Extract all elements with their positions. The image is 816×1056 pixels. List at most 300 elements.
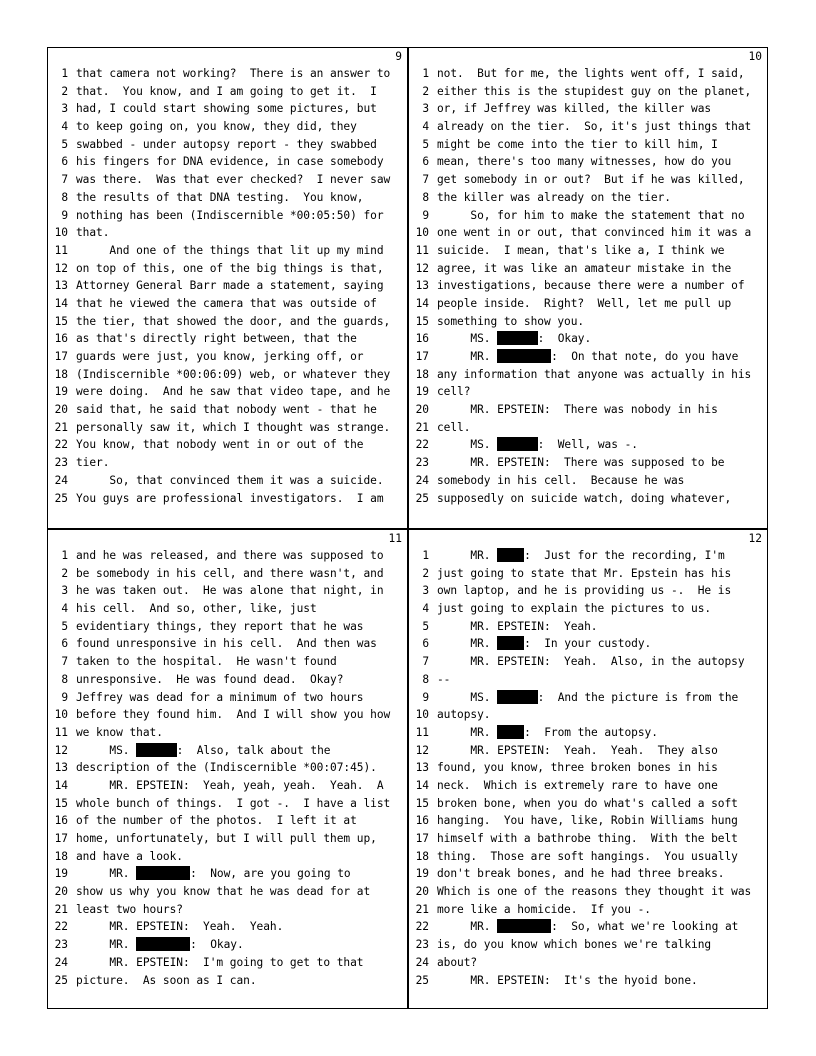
- line-text: [437, 189, 671, 207]
- transcript-line: [48, 330, 407, 348]
- line-text: [76, 260, 384, 278]
- page-lines: [409, 65, 767, 507]
- line-number: 21: [415, 902, 429, 916]
- transcript-line: [409, 118, 767, 136]
- line-number: 23: [54, 938, 68, 952]
- line-text: [76, 848, 183, 866]
- text-segment: said that, he said that nobody went - that he: [76, 403, 377, 417]
- transcript-line: [48, 171, 407, 189]
- transcript-line: [409, 689, 767, 707]
- line-text: [437, 689, 738, 707]
- line-number: 12: [54, 743, 68, 757]
- transcript-line: [48, 224, 407, 242]
- transcript-line: [409, 348, 767, 366]
- transcript-line: [409, 883, 767, 901]
- line-number: 14: [415, 778, 429, 792]
- transcript-line: [48, 724, 407, 742]
- line-text: [437, 454, 724, 472]
- redaction-bar: [497, 690, 538, 704]
- transcript-line: [48, 313, 407, 331]
- line-text: [76, 936, 244, 954]
- line-number: 17: [415, 350, 429, 363]
- line-number: 7: [61, 655, 68, 669]
- line-text: [437, 706, 490, 724]
- transcript-line: [48, 153, 407, 171]
- transcript-line: [409, 936, 767, 954]
- line-text: [76, 918, 283, 936]
- transcript-line: [409, 83, 767, 101]
- line-text: [437, 759, 718, 777]
- line-number: 11: [54, 243, 68, 257]
- transcript-line: [48, 419, 407, 437]
- line-text: [437, 618, 597, 636]
- transcript-line: [409, 759, 767, 777]
- text-segment: he was taken out. He was alone that night, in: [76, 584, 384, 598]
- line-number: 13: [54, 761, 68, 775]
- line-number: 11: [415, 725, 429, 739]
- page-lines: [48, 547, 407, 989]
- text-segment: home, unfortunately, but I will pull them up,: [76, 832, 377, 845]
- transcript-line: [48, 954, 407, 972]
- redaction-bar: [497, 548, 524, 562]
- line-number: 3: [422, 584, 429, 598]
- transcript-line: [409, 366, 767, 384]
- transcript-line: [409, 901, 767, 919]
- text-segment: MR. EPSTEIN: Yeah. Yeah. They also: [437, 743, 718, 757]
- line-number: 14: [54, 778, 68, 792]
- text-segment: Attorney General Barr made a statement, saying: [76, 279, 384, 293]
- line-text: [76, 401, 377, 419]
- transcript-line: [409, 954, 767, 972]
- transcript-line: [409, 153, 767, 171]
- text-segment: MS.: [437, 332, 498, 346]
- text-segment: we know that.: [76, 725, 163, 739]
- transcript-line: [48, 972, 407, 990]
- transcript-line: [409, 653, 767, 671]
- line-text: [437, 136, 718, 154]
- transcript-line: [409, 277, 767, 295]
- text-segment: more like a homicide. If you -.: [437, 902, 651, 916]
- line-number: 10: [415, 708, 429, 722]
- transcript-line: [48, 65, 407, 83]
- text-segment: MR. EPSTEIN: Yeah. Yeah.: [76, 920, 284, 934]
- line-number: 18: [54, 849, 68, 863]
- line-number: 17: [54, 832, 68, 845]
- line-text: [76, 883, 370, 901]
- line-text: [76, 865, 351, 883]
- text-segment: cell?: [437, 385, 471, 399]
- text-segment: that camera not working? There is an answer to: [76, 67, 391, 80]
- line-text: [437, 207, 745, 225]
- text-segment: : On that note, do you have: [551, 350, 739, 363]
- page-number: 12: [748, 532, 762, 545]
- line-number: 4: [61, 602, 68, 616]
- text-segment: MR.: [437, 920, 498, 934]
- text-segment: --: [437, 672, 451, 686]
- transcript-line: [48, 689, 407, 707]
- line-text: [76, 472, 384, 490]
- transcript-line: [409, 207, 767, 225]
- text-segment: MR. EPSTEIN: There was nobody in his: [437, 403, 718, 417]
- line-number: 1: [61, 67, 68, 80]
- line-text: [437, 795, 738, 813]
- line-number: 17: [415, 832, 429, 845]
- transcript-page-12: [409, 530, 767, 1008]
- line-text: [437, 65, 745, 83]
- line-text: [437, 865, 724, 883]
- line-text: [76, 689, 363, 707]
- text-segment: suicide. I mean, that's like a, I think we: [437, 243, 725, 257]
- line-text: [437, 724, 658, 742]
- line-text: [437, 954, 477, 972]
- transcript-line: [409, 724, 767, 742]
- text-segment: and he was released, and there was supposed to: [76, 549, 384, 562]
- text-segment: about?: [437, 955, 478, 969]
- line-number: 18: [415, 367, 429, 381]
- line-text: [437, 848, 738, 866]
- line-text: [76, 901, 183, 919]
- transcript-line: [48, 472, 407, 490]
- transcript-line: [409, 812, 767, 830]
- transcript-line: [409, 100, 767, 118]
- line-number: 11: [415, 243, 429, 257]
- line-number: 18: [415, 849, 429, 863]
- transcript-line: [48, 242, 407, 260]
- line-text: [437, 224, 751, 242]
- transcript-line: [409, 171, 767, 189]
- line-text: [76, 171, 390, 189]
- text-segment: MR. EPSTEIN: I'm going to get to that: [76, 955, 364, 969]
- text-segment: somebody in his cell. Because he was: [437, 473, 685, 487]
- text-segment: his fingers for DNA evidence, in case somebody: [76, 155, 384, 169]
- transcript-line: [409, 777, 767, 795]
- page-number: 11: [388, 532, 402, 545]
- text-segment: personally saw it, which I thought was strange.: [76, 420, 391, 434]
- transcript-line: [409, 848, 767, 866]
- line-text: [437, 635, 651, 653]
- text-segment: get somebody in or out? But if he was killed,: [437, 173, 745, 187]
- line-number: 6: [422, 155, 429, 169]
- line-number: 12: [415, 261, 429, 275]
- line-text: [437, 383, 470, 401]
- text-segment: You know, that nobody went in or out of the: [76, 438, 364, 452]
- line-number: 19: [415, 385, 429, 399]
- line-number: 10: [54, 226, 68, 240]
- redaction-bar: [497, 437, 538, 451]
- transcript-line: [409, 565, 767, 583]
- transcript-line: [48, 812, 407, 830]
- transcript-line: [48, 918, 407, 936]
- line-text: [437, 83, 751, 101]
- line-text: [76, 207, 384, 225]
- transcript-line: [48, 348, 407, 366]
- text-segment: to keep going on, you know, they did, they: [76, 120, 357, 134]
- line-number: 16: [415, 814, 429, 828]
- transcript-line: [409, 242, 767, 260]
- text-segment: picture. As soon as I can.: [76, 973, 257, 987]
- line-number: 6: [422, 637, 429, 651]
- transcript-line: [48, 936, 407, 954]
- transcript-line: [48, 565, 407, 583]
- text-segment: hanging. You have, like, Robin Williams hung: [437, 814, 738, 828]
- text-segment: And one of the things that lit up my mind: [76, 243, 384, 257]
- line-number: 8: [422, 190, 429, 204]
- transcript-page-9: [48, 48, 407, 528]
- transcript-line: [409, 830, 767, 848]
- transcript-line: [409, 436, 767, 454]
- line-number: 4: [422, 120, 429, 134]
- text-segment: : In your custody.: [524, 637, 652, 651]
- line-number: 8: [422, 672, 429, 686]
- line-number: 2: [422, 84, 429, 98]
- line-text: [76, 454, 109, 472]
- transcript-line: [409, 865, 767, 883]
- line-text: [76, 366, 390, 384]
- line-text: [437, 972, 698, 990]
- text-segment: people inside. Right? Well, let me pull up: [437, 296, 732, 310]
- transcript-page-11: [48, 530, 407, 1008]
- text-segment: own laptop, and he is providing us -. He is: [437, 584, 732, 598]
- line-text: [76, 65, 390, 83]
- line-number: 15: [415, 314, 429, 328]
- text-segment: swabbed - under autopsy report - they swabbed: [76, 137, 377, 151]
- text-segment: investigations, because there were a number of: [437, 279, 745, 293]
- line-number: 16: [54, 814, 68, 828]
- line-text: [76, 812, 357, 830]
- transcript-line: [48, 777, 407, 795]
- transcript-line: [48, 277, 407, 295]
- text-segment: MR. EPSTEIN: There was supposed to be: [437, 456, 725, 470]
- transcript-line: [409, 582, 767, 600]
- line-number: 7: [422, 173, 429, 187]
- text-segment: thing. Those are soft hangings. You usually: [437, 849, 738, 863]
- line-number: 3: [61, 584, 68, 598]
- transcript-line: [409, 618, 767, 636]
- page-number: 10: [748, 50, 762, 63]
- text-segment: MR.: [437, 350, 498, 363]
- line-text: [437, 582, 731, 600]
- line-text: [76, 653, 337, 671]
- line-number: 25: [54, 973, 68, 987]
- text-segment: that he viewed the camera that was outside of: [76, 296, 377, 310]
- transcript-line: [48, 582, 407, 600]
- transcript-line: [48, 759, 407, 777]
- transcript-line: [48, 671, 407, 689]
- transcript-line: [409, 189, 767, 207]
- text-segment: : Okay.: [190, 938, 244, 952]
- line-text: [76, 100, 377, 118]
- text-segment: : Okay.: [537, 332, 592, 346]
- line-number: 25: [415, 973, 429, 987]
- line-number: 22: [54, 438, 68, 452]
- line-text: [437, 936, 711, 954]
- line-text: [437, 777, 718, 795]
- line-number: 24: [54, 955, 68, 969]
- text-segment: broken bone, when you do what's called a soft: [437, 796, 738, 810]
- line-text: [437, 100, 711, 118]
- transcript-line: [48, 490, 407, 508]
- line-text: [437, 436, 638, 454]
- transcript-line: [48, 848, 407, 866]
- text-segment: show us why you know that he was dead for at: [76, 885, 371, 899]
- line-number: 19: [415, 867, 429, 881]
- text-segment: that. You know, and I am going to get it. I: [76, 84, 377, 98]
- line-text: [437, 547, 725, 565]
- redaction-bar: [497, 636, 524, 650]
- text-segment: found unresponsive in his cell. And then was: [76, 637, 377, 651]
- transcript-line: [409, 706, 767, 724]
- line-text: [76, 777, 384, 795]
- line-number: 2: [61, 566, 68, 580]
- line-number: 5: [61, 137, 68, 151]
- line-number: 16: [54, 332, 68, 346]
- text-segment: taken to the hospital. He wasn't found: [76, 655, 337, 669]
- text-segment: So, that convinced them it was a suicide.: [76, 473, 384, 487]
- text-segment: either this is the stupidest guy on the planet,: [437, 84, 752, 98]
- line-number: 21: [54, 420, 68, 434]
- redaction-bar: [136, 866, 190, 880]
- transcript-line: [48, 635, 407, 653]
- text-segment: nothing has been (Indiscernible *00:05:50) for: [76, 208, 384, 222]
- line-text: [437, 918, 738, 936]
- text-segment: MS.: [437, 438, 498, 452]
- text-segment: : From the autopsy.: [524, 725, 658, 739]
- transcript-line: [48, 865, 407, 883]
- line-number: 5: [422, 137, 429, 151]
- line-number: 6: [61, 155, 68, 169]
- text-segment: neck. Which is extremely rare to have one: [437, 778, 718, 792]
- transcript-line: [409, 472, 767, 490]
- line-number: 24: [415, 473, 429, 487]
- line-number: 14: [54, 296, 68, 310]
- text-segment: that.: [76, 226, 110, 240]
- text-segment: tier.: [76, 456, 110, 470]
- transcript-line: [409, 295, 767, 313]
- line-number: 10: [54, 708, 68, 722]
- transcript-line: [48, 401, 407, 419]
- line-number: 22: [54, 920, 68, 934]
- text-segment: mean, there's too many witnesses, how do you: [437, 155, 732, 169]
- text-segment: : Just for the recording, I'm: [524, 549, 725, 562]
- line-number: 13: [415, 761, 429, 775]
- transcript-line: [409, 401, 767, 419]
- line-number: 15: [415, 796, 429, 810]
- line-text: [76, 348, 363, 366]
- line-text: [437, 830, 738, 848]
- transcript-line: [48, 207, 407, 225]
- transcript-line: [409, 136, 767, 154]
- transcript-line: [48, 136, 407, 154]
- line-number: 7: [61, 173, 68, 187]
- transcript-line: [409, 330, 767, 348]
- page-lines: [48, 65, 407, 507]
- line-number: 23: [415, 456, 429, 470]
- line-text: [76, 954, 363, 972]
- transcript-line: [48, 100, 407, 118]
- line-number: 11: [54, 725, 68, 739]
- line-text: [76, 972, 257, 990]
- transcript-line: [409, 671, 767, 689]
- line-number: 13: [54, 279, 68, 293]
- line-number: 1: [422, 67, 429, 80]
- line-number: 18: [54, 367, 68, 381]
- transcript-line: [409, 795, 767, 813]
- transcript-line: [48, 618, 407, 636]
- text-segment: (Indiscernible *00:06:09) web, or whatever they: [76, 367, 391, 381]
- line-text: [76, 582, 384, 600]
- text-segment: whole bunch of things. I got -. I have a list: [76, 796, 391, 810]
- line-text: [76, 742, 330, 760]
- line-number: 20: [415, 885, 429, 899]
- line-text: [76, 224, 109, 242]
- line-text: [76, 490, 384, 508]
- text-segment: was there. Was that ever checked? I never saw: [76, 173, 391, 187]
- line-text: [76, 795, 390, 813]
- transcript-page-10: [409, 48, 767, 528]
- text-segment: MS.: [76, 743, 137, 757]
- text-segment: MR.: [437, 549, 498, 562]
- line-text: [76, 153, 384, 171]
- text-segment: MR.: [76, 867, 137, 881]
- line-number: 8: [61, 672, 68, 686]
- line-number: 4: [422, 602, 429, 616]
- line-number: 10: [415, 226, 429, 240]
- transcript-line: [48, 706, 407, 724]
- text-segment: evidentiary things, they report that he was: [76, 619, 364, 633]
- text-segment: : And the picture is from the: [537, 690, 739, 704]
- text-segment: is, do you know which bones we're talking: [437, 938, 712, 952]
- line-number: 15: [54, 314, 68, 328]
- line-text: [437, 260, 731, 278]
- transcript-line: [48, 795, 407, 813]
- text-segment: found, you know, three broken bones in his: [437, 761, 718, 775]
- line-text: [437, 812, 738, 830]
- text-segment: MR. EPSTEIN: It's the hyoid bone.: [437, 973, 698, 987]
- transcript-line: [409, 600, 767, 618]
- transcript-line: [48, 883, 407, 901]
- line-number: 3: [422, 102, 429, 116]
- line-text: [76, 313, 390, 331]
- line-number: 25: [54, 491, 68, 505]
- line-number: 2: [422, 566, 429, 580]
- line-text: [437, 171, 745, 189]
- line-text: [437, 295, 731, 313]
- text-segment: So, for him to make the statement that no: [437, 208, 745, 222]
- line-text: [437, 277, 745, 295]
- line-number: 13: [415, 279, 429, 293]
- line-number: 20: [54, 403, 68, 417]
- line-text: [437, 883, 751, 901]
- text-segment: Which is one of the reasons they thought it was: [437, 885, 752, 899]
- text-segment: the tier, that showed the door, and the guards,: [76, 314, 391, 328]
- text-segment: : Also, talk about the: [176, 743, 331, 757]
- text-segment: MR.: [437, 637, 498, 651]
- line-number: 9: [422, 690, 429, 704]
- line-text: [437, 313, 584, 331]
- line-text: [76, 330, 357, 348]
- text-segment: before they found him. And I will show you how: [76, 708, 391, 722]
- text-segment: : Well, was -.: [537, 438, 638, 452]
- line-text: [76, 706, 390, 724]
- text-segment: already on the tier. So, it's just things that: [437, 120, 752, 134]
- redaction-bar: [497, 349, 551, 363]
- line-number: 5: [422, 619, 429, 633]
- text-segment: Jeffrey was dead for a minimum of two hours: [76, 690, 364, 704]
- text-segment: on top of this, one of the big things is that,: [76, 261, 384, 275]
- line-text: [437, 490, 731, 508]
- text-segment: had, I could start showing some pictures, but: [76, 102, 377, 116]
- text-segment: just going to state that Mr. Epstein has his: [437, 566, 732, 580]
